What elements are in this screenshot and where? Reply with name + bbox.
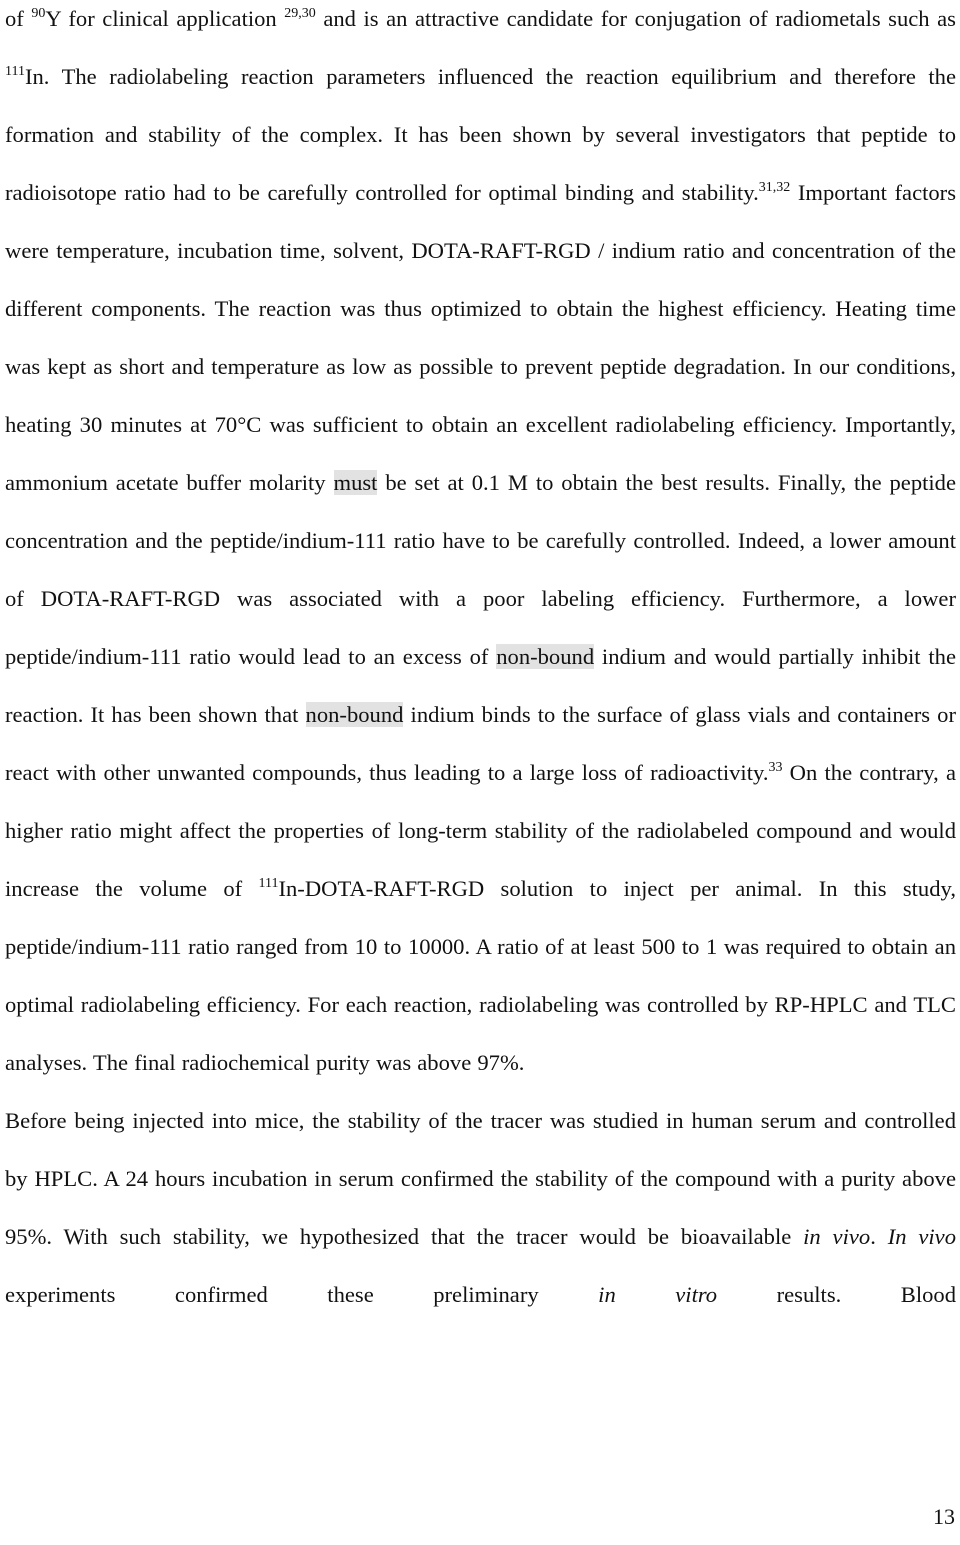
citation-superscript: 90 (31, 6, 46, 21)
text-run: Before being injected into mice, the stability of the tracer was studied in human serum and controlled by HPLC. A 24 hours incubation in serum confirmed the stability of the compound with a purity above 95%. With such stability, we hypothesized that the tracer would be bioavailable (5, 1108, 956, 1249)
text-run: In-DOTA-RAFT-RGD solution to inject per animal. In this study, peptide/indium-111 ratio ranged from 10 to 10000. A ratio of at least 500 to 1 was required to obtain an optimal radiolabeling efficiency. For each reaction, radiolabeling was controlled by RP-HPLC and TLC analyses. The final radiochemical purity was above 97%. (5, 876, 956, 1075)
citation-superscript: 29,30 (284, 6, 316, 21)
text-run: On the contrary, a higher ratio might affect the properties of long-term stability of the radiolabeled compound and would increase the volume of (5, 760, 956, 901)
text-run: indium and would partially inhibit the reaction. It has been shown that (5, 644, 956, 727)
citation-superscript: 31,32 (758, 180, 791, 195)
page-number: 13 (933, 1504, 955, 1529)
text-run: In. The radiolabeling reaction parameters influenced the reaction equilibrium and therefore the formation and stability of the complex. It has been shown by several investigators that peptide to radioisotope ratio had to be carefully controlled for optimal binding and stability. (5, 64, 956, 205)
highlighted-word: non-bound (305, 702, 404, 727)
italic-term: In vivo (887, 1224, 956, 1249)
citation-superscript: 33 (768, 760, 783, 775)
italic-term: in vivo (803, 1224, 871, 1249)
document-page (5, 0, 956, 1324)
paragraph-radiolabeling (5, 0, 956, 1092)
italic-term: in vitro (598, 1282, 718, 1307)
citation-superscript: 111 (5, 64, 25, 79)
citation-superscript: 111 (258, 876, 279, 891)
paragraph-stability (5, 1092, 956, 1324)
text-run: indium binds to the surface of glass vials and containers or react with other unwanted compounds, thus leading to a large loss of radioactivity. (5, 702, 957, 785)
highlighted-word: must (333, 470, 378, 495)
text-run: Y for clinical application (45, 6, 285, 31)
highlighted-word: non-bound (496, 644, 595, 669)
text-run: be set at 0.1 M to obtain the best results. Finally, the peptide concentration and the peptide/indium-111 ratio have to be carefully controlled. Indeed, a lower amount of DOTA-RAFT-RGD was associated with a poor labeling efficiency. Furthermore, a lower peptide/indium-111 ratio would lead to an excess of (5, 470, 956, 669)
text-run: and is an attractive candidate for conjugation of radiometals such as (315, 6, 956, 31)
text-run: . (870, 1224, 888, 1249)
text-run: of (5, 6, 32, 31)
text-run: results. Blood (717, 1282, 957, 1307)
text-run: Important factors were temperature, incubation time, solvent, DOTA-RAFT-RGD / indium ratio and concentration of the different components. The reaction was thus optimized to obtain the highest efficiency. Heating time was kept as short and temperature as low as possible to prevent peptide degradation. In our conditions, heating 30 minutes at 70°C was sufficient to obtain an excellent radiolabeling efficiency. Importantly, ammonium acetate buffer molarity (5, 180, 956, 495)
text-run: experiments confirmed these preliminary (5, 1282, 599, 1307)
